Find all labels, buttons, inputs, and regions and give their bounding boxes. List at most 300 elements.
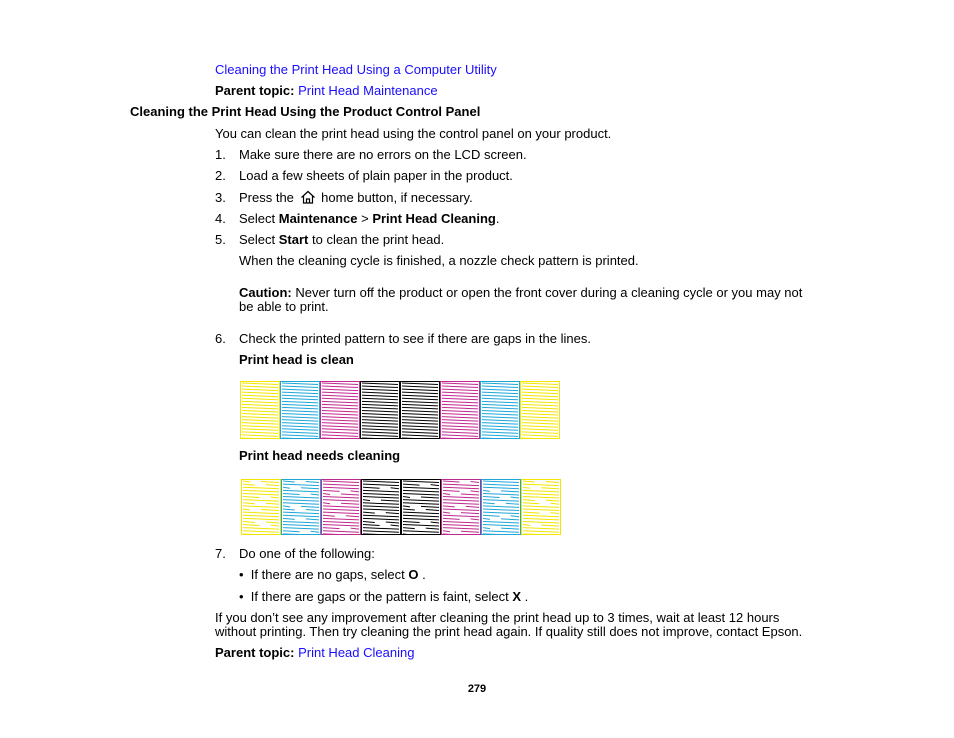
nozzle-line — [282, 410, 318, 412]
pattern-column — [481, 382, 520, 440]
intro-text: You can clean the print head using the control panel on your product. — [215, 126, 612, 141]
nozzle-line — [482, 386, 518, 388]
nozzle-line — [483, 525, 519, 527]
nozzle-line — [242, 414, 278, 416]
nozzle-line — [363, 506, 399, 508]
text: Never turn off the product or open the front cover during a cleaning cycle or you may not — [291, 285, 803, 300]
nozzle-line — [443, 528, 479, 530]
nozzle-line — [442, 392, 478, 394]
nozzle-line — [323, 490, 359, 492]
nozzle-line — [242, 426, 278, 428]
nozzle-line — [523, 487, 559, 489]
nozzle-line — [403, 518, 439, 520]
nozzle-line — [402, 417, 438, 419]
menu-maintenance: Maintenance — [278, 211, 358, 226]
nozzle-line — [243, 503, 279, 505]
nozzle-line — [322, 414, 358, 416]
nozzle-line — [283, 506, 319, 508]
nozzle-line — [283, 490, 319, 492]
step-number: 3. — [215, 190, 226, 205]
nozzle-line — [362, 392, 398, 394]
bullet-icon: • — [239, 567, 244, 582]
nozzle-line — [482, 389, 518, 391]
nozzle-line — [403, 493, 439, 495]
nozzle-line — [483, 531, 519, 533]
nozzle-line — [403, 490, 439, 492]
nozzle-line — [322, 432, 358, 434]
nozzle-line — [323, 528, 359, 530]
nozzle-line — [283, 497, 319, 499]
nozzle-line — [482, 392, 518, 394]
nozzle-line — [443, 512, 479, 514]
nozzle-line — [482, 429, 518, 431]
nozzle-line — [402, 423, 438, 425]
nozzle-line — [282, 414, 318, 416]
nozzle-line — [363, 481, 399, 483]
nozzle-line — [362, 420, 398, 422]
nozzle-line — [442, 426, 478, 428]
pattern-column — [282, 480, 321, 536]
nozzle-line — [242, 383, 278, 385]
nozzle-line — [363, 490, 399, 492]
nozzle-line — [482, 395, 518, 397]
link-print-head-cleaning[interactable]: Print Head Cleaning — [298, 645, 415, 660]
nozzle-line — [443, 531, 479, 533]
nozzle-line — [282, 404, 318, 406]
nozzle-line — [442, 420, 478, 422]
nozzle-line — [282, 392, 318, 394]
nozzle-line — [482, 432, 518, 434]
nozzle-line — [322, 404, 358, 406]
nozzle-line — [363, 525, 399, 527]
nozzle-line — [523, 528, 559, 530]
nozzle-line — [443, 525, 479, 527]
nozzle-line — [483, 503, 519, 505]
nozzle-line — [482, 426, 518, 428]
link-print-head-maintenance[interactable]: Print Head Maintenance — [298, 83, 438, 98]
text: . — [418, 567, 426, 582]
nozzle-line — [483, 487, 519, 489]
nozzle-line — [523, 506, 559, 508]
nozzle-line — [403, 487, 439, 489]
nozzle-line — [403, 500, 439, 502]
nozzle-line — [362, 383, 398, 385]
nozzle-line — [482, 401, 518, 403]
nozzle-line — [242, 429, 278, 431]
nozzle-line — [283, 518, 319, 520]
nozzle-line — [363, 531, 399, 533]
section-title — [130, 104, 480, 120]
nozzle-check-pattern-clean — [240, 381, 560, 439]
nozzle-line — [402, 404, 438, 406]
nozzle-line — [243, 500, 279, 502]
nozzle-line — [282, 401, 318, 403]
nozzle-line — [483, 490, 519, 492]
nozzle-line — [323, 531, 359, 533]
step-1 — [215, 147, 226, 163]
nozzle-line — [242, 389, 278, 391]
nozzle-line — [522, 398, 558, 400]
clean-pattern-label — [239, 352, 354, 368]
nozzle-line — [443, 509, 479, 511]
nozzle-line — [282, 423, 318, 425]
nozzle-line — [322, 429, 358, 431]
pattern-column — [321, 382, 360, 440]
nozzle-line — [243, 521, 279, 523]
section-title-text: Cleaning the Print Head Using the Product Control Panel — [130, 104, 481, 119]
nozzle-line — [323, 515, 359, 517]
nozzle-line — [322, 386, 358, 388]
link-cleaning-computer-utility[interactable]: Cleaning the Print Head Using a Computer Utility — [215, 62, 497, 77]
caution-line-2: be able to print. — [239, 299, 329, 314]
nozzle-line — [522, 401, 558, 403]
nozzle-line — [282, 395, 318, 397]
nozzle-line — [323, 509, 359, 511]
parent-topic-2 — [215, 645, 414, 661]
nozzle-line — [482, 414, 518, 416]
nozzle-line — [442, 429, 478, 431]
nozzle-check-pattern-needs-cleaning — [241, 479, 563, 535]
nozzle-line — [243, 512, 279, 514]
nozzle-line — [402, 383, 438, 385]
nozzle-line — [483, 518, 519, 520]
step-number: 4. — [215, 211, 226, 226]
outro-line-2: without printing. Then try cleaning the print head again. If quality still does not improve, contact Epson. — [215, 624, 803, 639]
nozzle-line — [403, 506, 439, 508]
nozzle-line — [403, 528, 439, 530]
nozzle-line — [362, 423, 398, 425]
home-icon — [300, 190, 316, 204]
nozzle-line — [482, 435, 518, 437]
nozzle-line — [523, 515, 559, 517]
nozzle-line — [323, 512, 359, 514]
nozzle-line — [442, 386, 478, 388]
nozzle-line — [443, 493, 479, 495]
nozzle-line — [363, 528, 399, 530]
nozzle-line — [243, 490, 279, 492]
label: Print head is clean — [239, 352, 354, 367]
nozzle-line — [482, 417, 518, 419]
nozzle-line — [483, 512, 519, 514]
nozzle-line — [522, 404, 558, 406]
nozzle-line — [442, 435, 478, 437]
nozzle-line — [403, 497, 439, 499]
nozzle-line — [523, 531, 559, 533]
nozzle-line — [363, 515, 399, 517]
step-3-text — [239, 190, 473, 206]
nozzle-line — [323, 500, 359, 502]
dirty-pattern-label — [239, 448, 400, 464]
nozzle-line — [403, 521, 439, 523]
step-number: 6. — [215, 331, 226, 346]
step-5 — [215, 232, 226, 248]
nozzle-line — [242, 420, 278, 422]
nozzle-line — [243, 506, 279, 508]
step-3 — [215, 190, 226, 206]
nozzle-line — [522, 383, 558, 385]
nozzle-line — [523, 497, 559, 499]
nozzle-line — [443, 506, 479, 508]
nozzle-line — [322, 383, 358, 385]
nozzle-line — [522, 395, 558, 397]
nozzle-line — [363, 484, 399, 486]
nozzle-line — [323, 506, 359, 508]
nozzle-line — [482, 383, 518, 385]
option-x: X — [512, 589, 522, 604]
nozzle-line — [522, 414, 558, 416]
pattern-column — [482, 480, 521, 536]
step-6 — [215, 331, 226, 347]
nozzle-line — [523, 518, 559, 520]
step-2-text: Load a few sheets of plain paper in the product. — [239, 168, 513, 183]
nozzle-line — [362, 407, 398, 409]
nozzle-line — [402, 414, 438, 416]
nozzle-line — [362, 398, 398, 400]
step-4-text — [239, 211, 499, 227]
pattern-column — [322, 480, 361, 536]
nozzle-line — [403, 481, 439, 483]
label: Print head needs cleaning — [239, 448, 401, 463]
pattern-column — [362, 480, 401, 536]
caution-label: Caution: — [239, 285, 292, 300]
nozzle-line — [243, 484, 279, 486]
text: Select — [239, 211, 279, 226]
nozzle-line — [362, 432, 398, 434]
step-number: 5. — [215, 232, 226, 247]
nozzle-line — [242, 407, 278, 409]
nozzle-line — [282, 432, 318, 434]
nozzle-line — [403, 509, 439, 511]
step-2 — [215, 168, 226, 184]
nozzle-line — [522, 389, 558, 391]
nozzle-line — [402, 426, 438, 428]
nozzle-line — [243, 525, 279, 527]
pattern-column — [281, 382, 320, 440]
nozzle-line — [242, 410, 278, 412]
nozzle-line — [283, 509, 319, 511]
nozzle-line — [443, 497, 479, 499]
nozzle-line — [443, 484, 479, 486]
nozzle-line — [442, 404, 478, 406]
step-5-note: When the cleaning cycle is finished, a nozzle check pattern is printed. — [239, 253, 639, 268]
step-5-text — [239, 232, 444, 248]
page-number: 279 — [467, 683, 487, 695]
nozzle-line — [443, 500, 479, 502]
nozzle-line — [523, 512, 559, 514]
pattern-column — [242, 480, 281, 536]
step-7 — [215, 546, 226, 562]
nozzle-line — [243, 531, 279, 533]
pattern-column — [402, 480, 441, 536]
text: . — [521, 589, 529, 604]
nozzle-line — [363, 503, 399, 505]
nozzle-line — [402, 395, 438, 397]
nozzle-line — [443, 518, 479, 520]
nozzle-line — [243, 515, 279, 517]
nozzle-line — [442, 417, 478, 419]
nozzle-line — [443, 515, 479, 517]
nozzle-line — [322, 401, 358, 403]
nozzle-line — [523, 481, 559, 483]
nozzle-line — [442, 423, 478, 425]
nozzle-line — [283, 521, 319, 523]
nozzle-line — [362, 410, 398, 412]
nozzle-line — [443, 481, 479, 483]
nozzle-line — [523, 484, 559, 486]
nozzle-line — [523, 521, 559, 523]
nozzle-line — [242, 404, 278, 406]
menu-print-head-cleaning: Print Head Cleaning — [372, 211, 496, 226]
nozzle-line — [442, 407, 478, 409]
nozzle-line — [363, 518, 399, 520]
text: If there are gaps or the pattern is faint, select — [250, 589, 513, 604]
nozzle-line — [282, 429, 318, 431]
nozzle-line — [403, 503, 439, 505]
nozzle-line — [442, 432, 478, 434]
nozzle-line — [403, 525, 439, 527]
nozzle-line — [402, 398, 438, 400]
nozzle-line — [483, 506, 519, 508]
nozzle-line — [482, 407, 518, 409]
nozzle-line — [362, 404, 398, 406]
nozzle-line — [283, 503, 319, 505]
nozzle-line — [442, 398, 478, 400]
step-3-after: home button, if necessary. — [321, 190, 473, 205]
nozzle-line — [283, 493, 319, 495]
nozzle-line — [323, 503, 359, 505]
step-number: 2. — [215, 168, 226, 183]
nozzle-line — [282, 420, 318, 422]
nozzle-line — [322, 420, 358, 422]
nozzle-line — [322, 423, 358, 425]
nozzle-line — [362, 395, 398, 397]
nozzle-line — [322, 398, 358, 400]
nozzle-line — [242, 417, 278, 419]
nozzle-line — [483, 484, 519, 486]
nozzle-line — [442, 395, 478, 397]
nozzle-line — [523, 493, 559, 495]
nozzle-line — [483, 500, 519, 502]
nozzle-line — [282, 435, 318, 437]
nozzle-line — [522, 407, 558, 409]
text: If there are no gaps, select — [250, 567, 409, 582]
nozzle-line — [322, 407, 358, 409]
nozzle-line — [442, 401, 478, 403]
nozzle-line — [522, 423, 558, 425]
nozzle-line — [322, 410, 358, 412]
step-6-text: Check the printed pattern to see if there are gaps in the lines. — [239, 331, 591, 346]
nozzle-line — [363, 487, 399, 489]
nozzle-line — [283, 528, 319, 530]
parent-topic-label: Parent topic: — [215, 83, 295, 98]
nozzle-line — [323, 525, 359, 527]
nozzle-line — [482, 398, 518, 400]
nozzle-line — [323, 521, 359, 523]
nozzle-line — [443, 503, 479, 505]
nozzle-line — [323, 481, 359, 483]
step-4 — [215, 211, 226, 227]
text: Select — [239, 232, 279, 247]
nozzle-line — [362, 426, 398, 428]
nozzle-line — [442, 383, 478, 385]
nozzle-line — [482, 410, 518, 412]
bullet-icon: • — [239, 589, 244, 604]
nozzle-line — [522, 432, 558, 434]
nozzle-line — [323, 518, 359, 520]
parent-topic-1 — [215, 83, 438, 99]
nozzle-line — [402, 392, 438, 394]
nozzle-line — [402, 389, 438, 391]
pattern-column — [401, 382, 440, 440]
nozzle-line — [363, 500, 399, 502]
nozzle-line — [362, 429, 398, 431]
pattern-column — [441, 382, 480, 440]
nozzle-line — [402, 401, 438, 403]
nozzle-line — [402, 432, 438, 434]
nozzle-line — [522, 429, 558, 431]
nozzle-line — [282, 386, 318, 388]
nozzle-line — [522, 435, 558, 437]
nozzle-line — [322, 417, 358, 419]
bullet-no-gaps — [239, 567, 426, 583]
step-3-before: Press the — [239, 190, 294, 205]
nozzle-line — [322, 389, 358, 391]
nozzle-line — [242, 392, 278, 394]
nozzle-line — [483, 481, 519, 483]
nozzle-line — [523, 490, 559, 492]
start-label: Start — [278, 232, 309, 247]
nozzle-line — [482, 423, 518, 425]
nozzle-line — [402, 386, 438, 388]
nozzle-line — [483, 509, 519, 511]
nozzle-line — [363, 521, 399, 523]
text: to clean the print head. — [308, 232, 445, 247]
nozzle-line — [483, 493, 519, 495]
nozzle-line — [523, 525, 559, 527]
nozzle-line — [242, 395, 278, 397]
nozzle-line — [523, 500, 559, 502]
nozzle-line — [242, 435, 278, 437]
nozzle-line — [362, 386, 398, 388]
nozzle-line — [522, 417, 558, 419]
nozzle-line — [242, 398, 278, 400]
nozzle-line — [442, 389, 478, 391]
nozzle-line — [483, 528, 519, 530]
nozzle-line — [243, 497, 279, 499]
text: . — [495, 211, 500, 226]
nozzle-line — [363, 493, 399, 495]
nozzle-line — [362, 401, 398, 403]
nozzle-line — [243, 509, 279, 511]
step-1-text: Make sure there are no errors on the LCD screen. — [239, 147, 527, 162]
nozzle-line — [402, 429, 438, 431]
nozzle-line — [242, 386, 278, 388]
nozzle-line — [323, 493, 359, 495]
nozzle-line — [523, 509, 559, 511]
step-number: 7. — [215, 546, 226, 561]
parent-topic-label: Parent topic: — [215, 645, 295, 660]
nozzle-line — [283, 525, 319, 527]
nozzle-line — [483, 497, 519, 499]
nozzle-line — [443, 487, 479, 489]
nozzle-line — [403, 531, 439, 533]
nozzle-line — [483, 521, 519, 523]
nozzle-line — [282, 417, 318, 419]
nozzle-line — [483, 515, 519, 517]
nozzle-line — [322, 426, 358, 428]
nozzle-line — [322, 395, 358, 397]
nozzle-line — [282, 383, 318, 385]
